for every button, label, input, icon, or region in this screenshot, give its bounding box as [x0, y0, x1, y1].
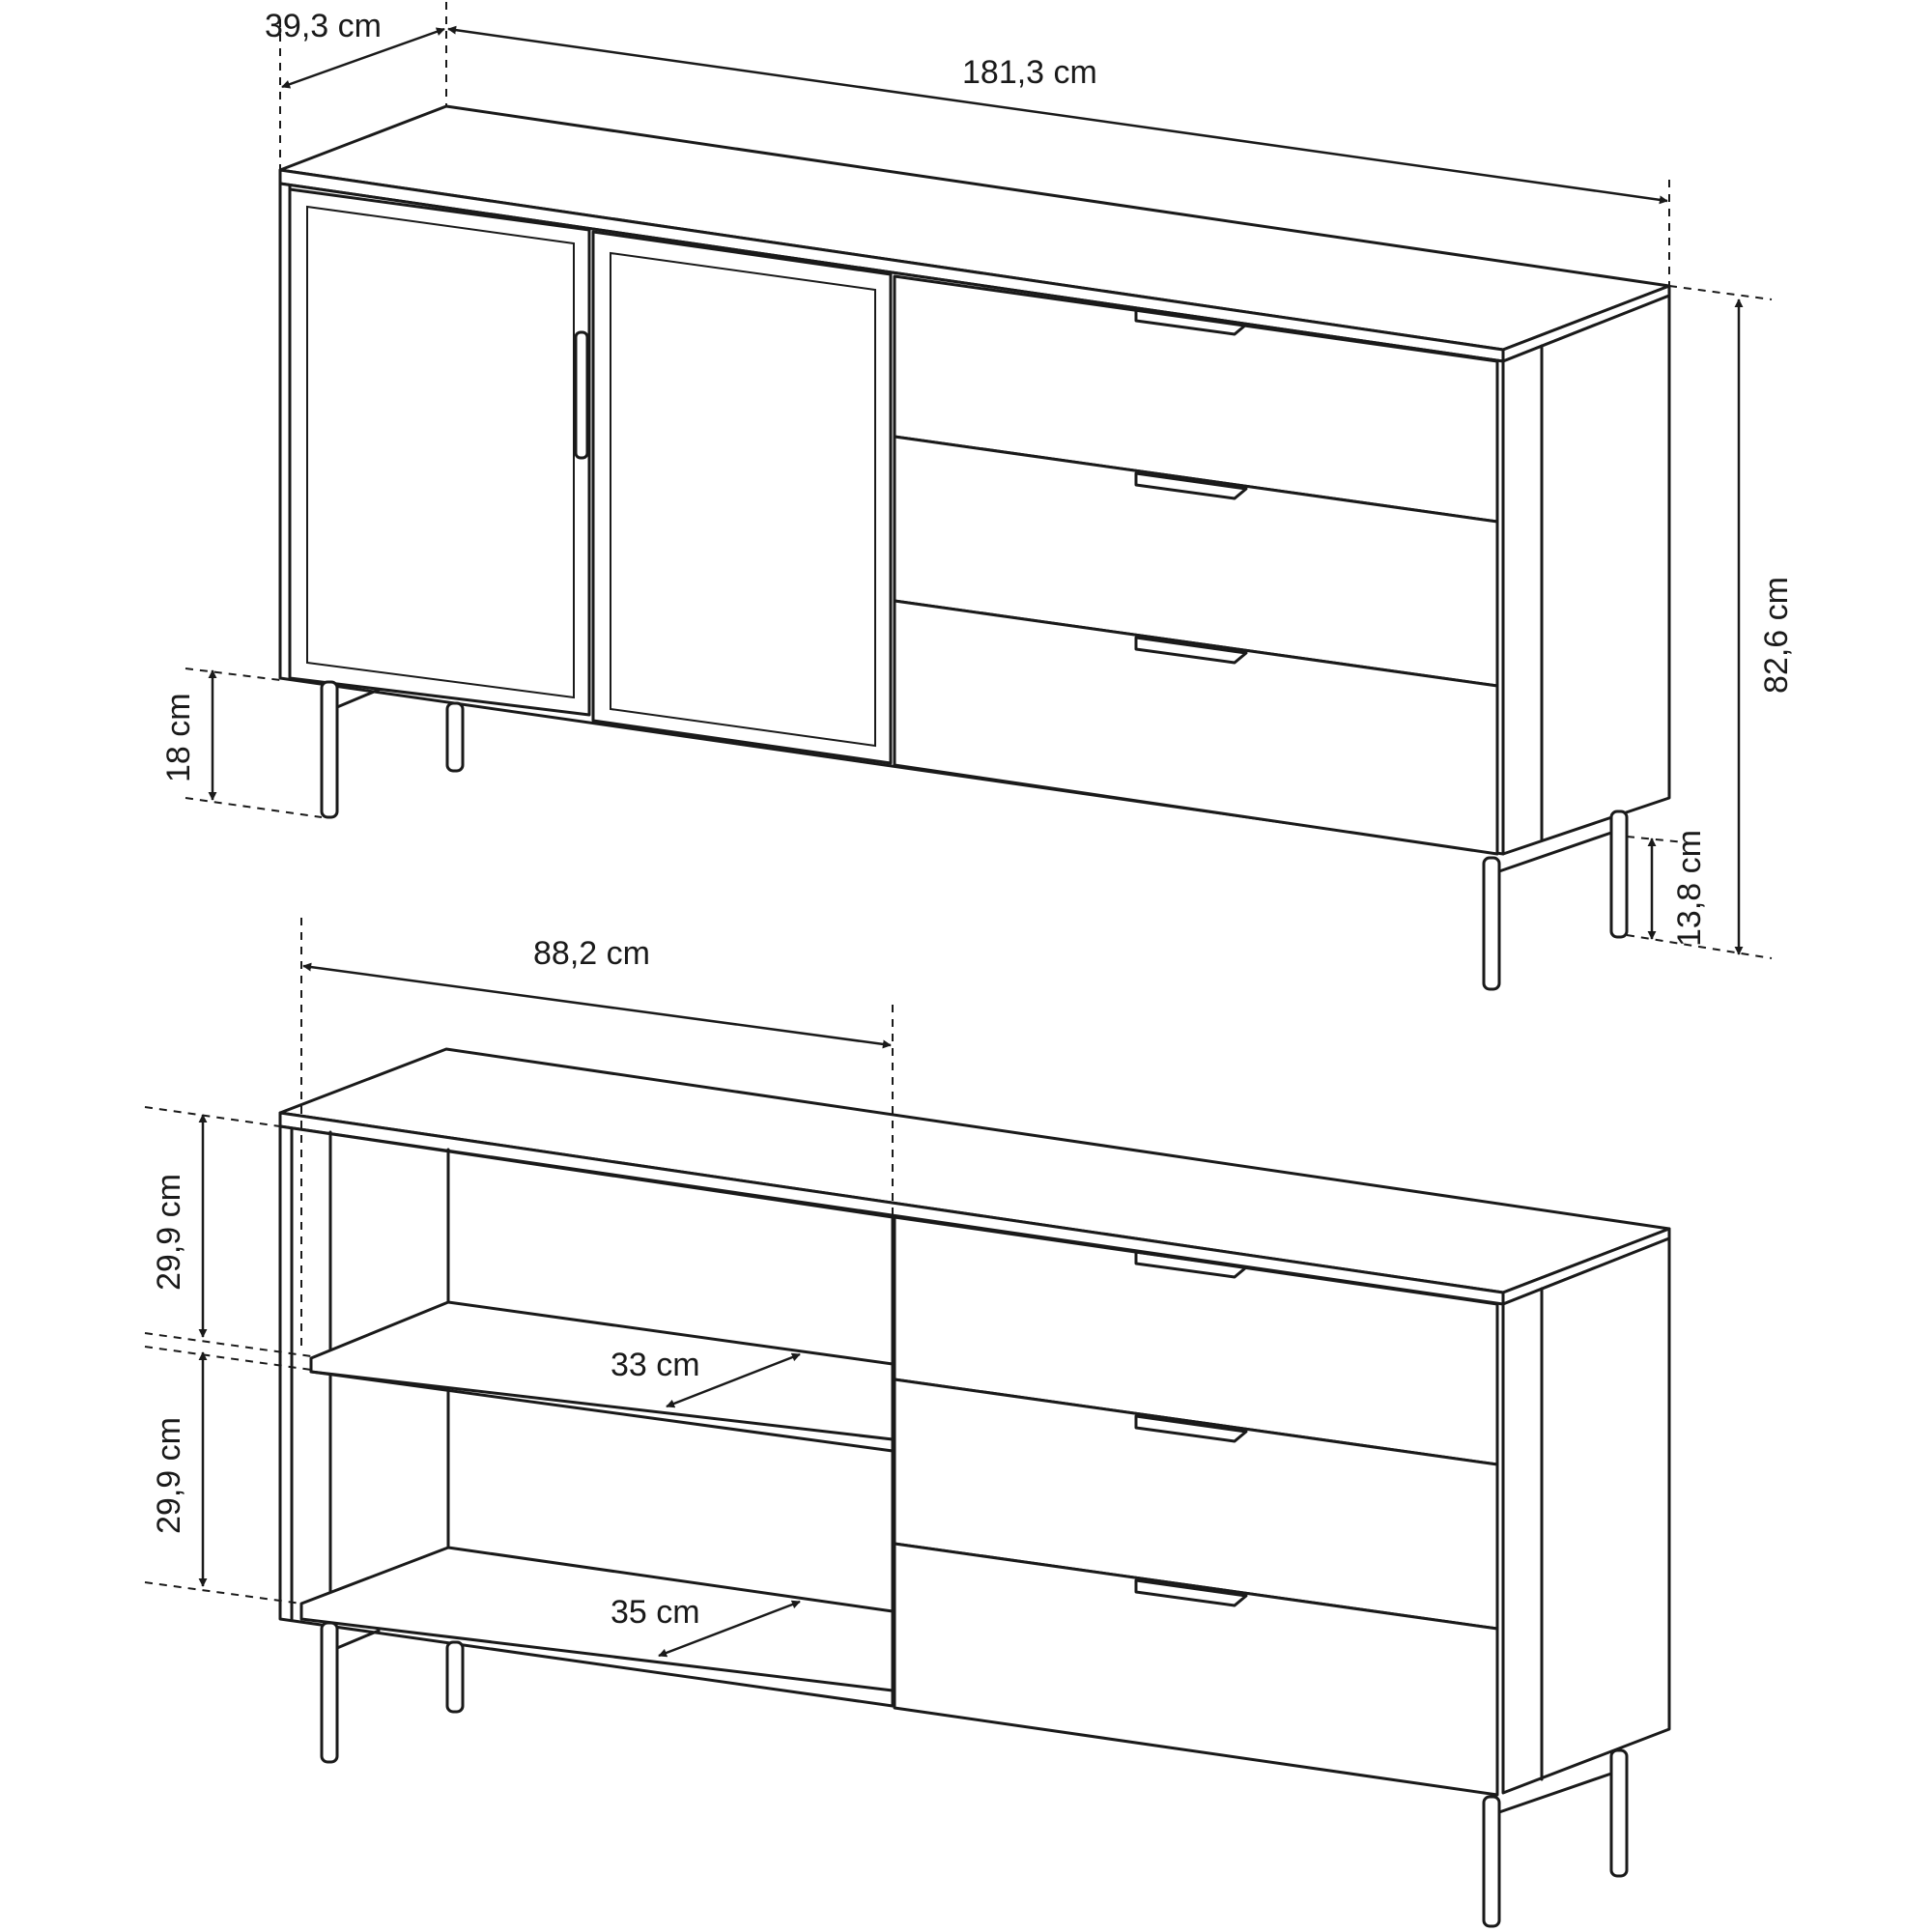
- depth-label: 39,3 cm: [265, 8, 382, 44]
- side-panel: [1503, 296, 1669, 854]
- leg: [1611, 811, 1627, 937]
- leg: [447, 703, 463, 771]
- upper-compartment-height-label: 29,9 cm: [151, 1174, 187, 1291]
- right-door: [593, 232, 891, 763]
- side-panel: [1503, 1238, 1669, 1793]
- lower-shelf-depth-label: 35 cm: [611, 1594, 700, 1631]
- leg: [322, 682, 337, 817]
- leg: [322, 1623, 337, 1762]
- back-leg-height-label: 13,8 cm: [1671, 830, 1708, 947]
- height-label: 82,6 cm: [1758, 577, 1795, 694]
- upper-shelf-depth-label: 33 cm: [611, 1347, 700, 1383]
- leg: [1484, 858, 1499, 989]
- sideboard-open-view: [145, 918, 1669, 1926]
- open-section-width-label: 88,2 cm: [533, 935, 650, 972]
- leg: [1611, 1750, 1627, 1876]
- width-label: 181,3 cm: [962, 54, 1097, 91]
- left-door: [290, 189, 589, 715]
- leg: [447, 1642, 463, 1712]
- front-leg-height-label: 18 cm: [160, 693, 197, 782]
- lower-compartment-height-label: 29,9 cm: [151, 1417, 187, 1534]
- leg: [1484, 1797, 1499, 1926]
- sideboard-closed-view: [160, 2, 1795, 989]
